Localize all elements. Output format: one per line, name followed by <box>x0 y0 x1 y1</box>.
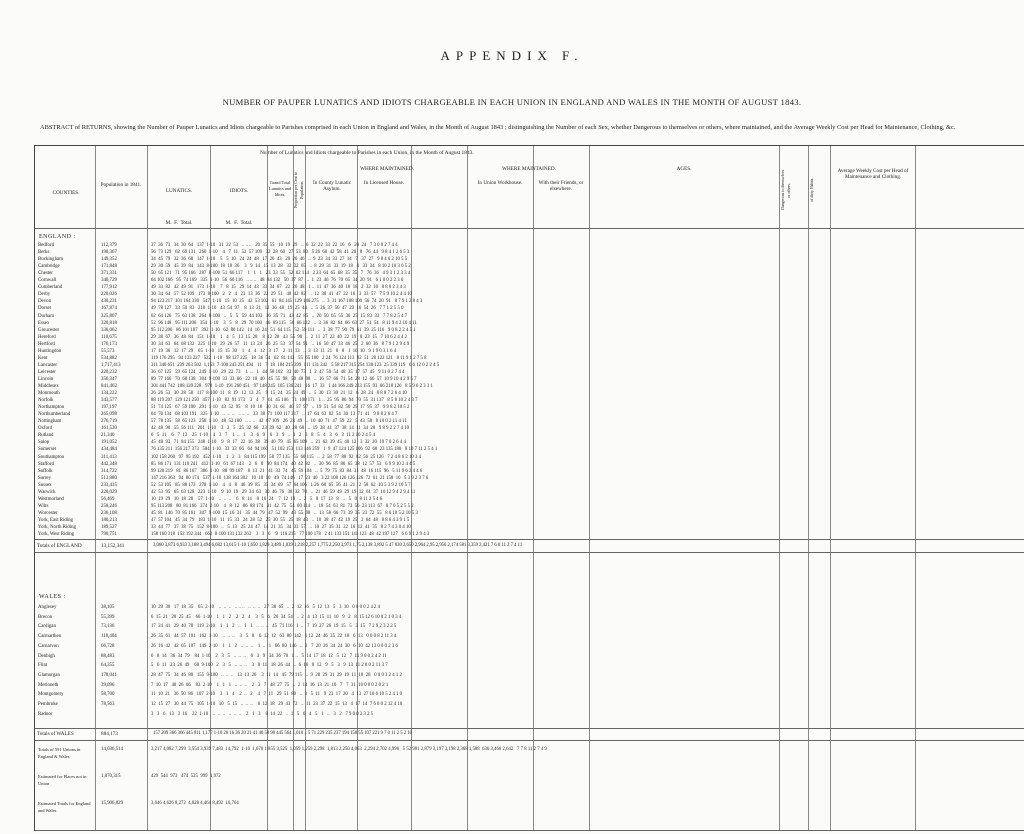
county-name: Kent <box>38 355 48 361</box>
population-cell: 220,232 <box>101 369 117 375</box>
population-cell: 314,722 <box>101 468 117 474</box>
population-cell: 149,352 <box>101 257 117 263</box>
footer-values: 429 544 973 474 525 999 1,972 <box>151 774 221 779</box>
county-name: Flint <box>38 663 48 669</box>
county-name: Southampton <box>38 454 65 460</box>
county-name: Norfolk <box>38 398 54 404</box>
statistics-table <box>34 145 1024 831</box>
table-row-values: 301 441 742 108 120 228 970 1·10 191 260 451 97 148 245 105 136 241 16 17 33 1 44 166 249 233 155 93 66 218 126 8 5 9 6 2 3 3 1 <box>151 384 433 389</box>
county-name: Denbigh <box>38 653 55 659</box>
population-cell: 55,573 <box>101 348 115 354</box>
table-row-values: 17 24 41 29 40 78 119 2·10 1 1 2 .. 1 1 .. .. .. 45 71 116 1 .. 7 19 27 26 19 15 5 3 15 7 2 9 2 3 2 2 5 <box>151 624 397 630</box>
county-name: Leicester <box>38 369 56 375</box>
table-row-values: 33 44 77 37 38 75 152 8·100 .. 5 13 25 24 47 14 21 35 34 33 57 .. 10 27 35 31 22 16 12 41 35 8 2 7 4 3 0 4 10 <box>151 525 411 530</box>
population-cell: 513,880 <box>101 475 117 481</box>
county-name: Worcester <box>38 510 58 516</box>
population-cell: 340,729 <box>101 278 117 284</box>
table-top-heading: Number of Lunatics and Idiots chargeable to Parishes in each Union, in the Month of August 1843. <box>260 150 474 156</box>
county-name: Hertford <box>38 341 55 347</box>
population-cell: 191,052 <box>101 440 117 446</box>
col-idiots: IDIOTS. <box>229 188 249 194</box>
table-row-values: 62 64 126 75 63 138 264 8·100 .. 5 5 59 44 103 36 35 71 43 42 85 .. 20 50 65 55 36 25 15 83 33 7 7 8 2 5 4 7 <box>151 313 408 319</box>
footer-population: 1,870,315 <box>101 774 121 779</box>
population-cell: 112,379 <box>101 243 117 248</box>
col-counties: COUNTIES. <box>52 190 80 196</box>
population-cell: 66,728 <box>101 643 115 649</box>
table-row-values: 45 81 146 70 85 161 307 9·100 15 16 31 35 44 79 47 52 99 43 55 98 .. 13 58 66 73 39 35 23 72 55 8 6 10 5 2 10 5 3 <box>151 510 418 516</box>
population-cell: 134,222 <box>101 391 117 397</box>
mf-lunatics: M. F. Total. <box>165 220 193 226</box>
population-cell: 189,527 <box>101 525 117 530</box>
abstract-text: ABSTRACT of RETURNS, showing the Number of Pauper Lunatics and Idiots chargeable to Parishes comprised in each Union in England and Wales, in the Month of August 1843 ; distinguishing the Number of each Sex, whether Dangerous to themselves or others, where maintained, and the Average Weekly Cost per Head for Maintenance, Clothing, &c. <box>40 124 956 131</box>
table-row-values: 102 158 260 97 95 192 452 1·10 1 2 3 84 115 199 58 77 135 55 60 115 .. 2 58 77 80 92 82 56 25 126 7 2 4 8 6 2 10 3 4 <box>151 454 421 460</box>
table-row-values: 56 73 129 62 69 131 260 1·10 4 7 11 52 57 109 32 28 60 27 53 80 5 26 60 42 58 41 20 8 76 44 9 8 4 1 2 6 5 3 <box>151 250 410 256</box>
col-dirty: of dirty Habits. <box>809 177 814 203</box>
population-cell: 176,173 <box>101 341 117 347</box>
col-grand-total: Grand Total Lunatics and Idiots. <box>268 180 292 197</box>
population-cell: 180,213 <box>101 517 117 523</box>
population-cell: 197,197 <box>101 405 117 411</box>
table-row-values: 88 119 207 129 121 250 457 1·10 82 91 173 3 4 7 61 45 106 71 100 171 1 .. 25 95 86 94 70 55 31 137 8 5 8 10 2 4 3 7 <box>151 398 418 404</box>
county-name: Westmorland <box>38 496 64 502</box>
table-row-values: 29 30 59 45 39 84 143 8·100 18 18 36 3 9 14 15 13 28 33 32 65 .. 8 29 31 33 19 18 4 33 34 8 10 2 10 3 0 5 2 <box>151 264 411 270</box>
county-name: Glamorgan <box>38 672 60 678</box>
mf-idiots: M. F. Total. <box>225 220 253 226</box>
county-name: Warwick <box>38 489 56 495</box>
table-row-values: 64 102 166 95 74 169 335 1·10 56 60 116 .. .. .. 48 84 132 50 37 87 .. 1 23 46 76 70 65 34 20 91 6 1 0 0 2 2 3 6 <box>151 278 404 284</box>
table-row-values: 36 67 125 59 65 124 249 1·10 29 22 73 1 .. 1 44 58 102 33 40 73 1 2 47 50 54 48 35 17 57 45 9 11 0 2 7 4 4 <box>151 369 405 375</box>
col-lunatics: LUNATICS. <box>165 188 193 194</box>
footer-label: Estimated for Places not in Union <box>38 774 87 787</box>
table-row-values: 89 77 166 70 68 138 304 9·100 33 33 66 22 18 40 45 55 98 50 48 98 .. 16 57 66 71 54 28 12 66 57 10 9 10 4 2 9 5 7 <box>151 376 417 382</box>
county-name: Surrey <box>38 475 52 481</box>
table-row-values: 6 5 11 6 7 13 25 1·10 4 3 7 1 .. 1 3 6 9 6 3 9 .. 1 2 3 8 5 4 3 6 3 11 2 10 2 4 5 4 <box>151 433 375 439</box>
col-avg-cost: Average Weekly Cost per Head of Maintenance and Clothing. <box>837 168 909 180</box>
county-name: Somerset <box>38 447 57 453</box>
population-cell: 220,026 <box>101 292 117 298</box>
table-row-values: 29 38 67 36 48 84 151 1·10 1 4 5 13 15 28 8 12 20 43 55 98 .. 2 11 27 22 40 22 19 8 23 15 7 10 6 2 4 4 2 <box>151 334 408 340</box>
county-name: Carnarvon <box>38 643 59 649</box>
table-row-values: 95 112 206 86 101 187 392 1·10 62 80 142 14 10 24 51 64 115 52 59 111 .. 3 38 77 90 79 61 39 25 116 9 0 8 2 2 4 5 1 <box>151 327 416 333</box>
col-where-1: WHERE MAINTAINED. <box>360 166 414 172</box>
table-row-values: 12 15 27 30 44 75 105 1·10 10 5 15 .. .. .. 6 12 18 29 43 72 .. 11 23 37 22 15 13 4 17 14 7 6 0 0 2 12 4 10 <box>151 702 403 707</box>
col-workhouse: In Union Workhouse. <box>477 180 523 186</box>
table-row-values: 42 53 95 65 63 128 223 1·10 9 10 19 29 34 63 30 46 76 38 32 70 .. 21 46 59 49 29 19 12 61 37 10 12 9 4 2 9 4 11 <box>151 489 416 495</box>
county-name: Bedford <box>38 243 55 248</box>
col-ages: AGES. <box>676 166 692 172</box>
county-name: Merioneth <box>38 682 59 688</box>
county-name: Cornwall <box>38 278 57 284</box>
table-row-values: 7 10 17 40 26 66 83 2·10 1 1 1 .. .. .. 2 3 7 48 27 75 .. 2 14 16 13 21 10 7 7 31 10 0 0 0 2 0 2 1 <box>151 682 389 688</box>
county-name: York, East Riding <box>38 517 73 523</box>
population-cell: 442,348 <box>101 461 117 467</box>
table-row-values: 28 47 75 34 46 80 155 9·100 .. .. .. 13 13 26 3 11 14 45 79 115 .. 9 28 29 31 29 19 11 18 28 0 0 0 3 2 4 1 2 <box>151 672 402 678</box>
county-name: Cumberland <box>38 285 63 291</box>
county-name: Radnor <box>38 711 53 717</box>
table-row-values: 49 33 82 42 49 91 173 1·10 7 8 15 29 14 43 33 34 67 22 26 48 1 .. 11 47 36 40 18 18 2 32 10 8 8 0 2 3 4 3 <box>151 285 406 291</box>
county-name: Lincoln <box>38 376 54 382</box>
population-cell: 161,530 <box>101 426 117 432</box>
county-name: Sussex <box>38 482 52 488</box>
table-row-values: 119 176 295 94 133 227 522 1·10 98 127 225 18 36 54 62 81 143 55 65 100 2 24 76 124 113 92 51 20 122 121 8 11 9 1 2 7 5 8 <box>151 355 427 361</box>
population-cell: 320,818 <box>101 320 117 326</box>
table-row-values: 42 48 90 55 56 111 201 1·10 3 2 5 25 32 66 23 39 62 40 28 68 .. 19 38 41 37 38 14 11 34 20 9 8 9 2 2 7 4 10 <box>151 426 409 432</box>
population-cell: 78,563 <box>101 702 115 707</box>
population-cell: 841,462 <box>101 384 117 389</box>
population-cell: 88,483 <box>101 653 115 659</box>
table-row-values: 10 20 30 17 18 35 65 2·10 .. .. .. .. .. .. .. .. .. 27 38 65 .. 2 12 16 5 12 13 5 3 10 0 0 0 0 2 4 2 4 <box>151 605 381 610</box>
document-title: NUMBER OF PAUPER LUNATICS AND IDIOTS CHARGEABLE IN EACH UNION IN ENGLAND AND WALES IN THE MONTH OF AUGUST 1843. <box>222 97 802 107</box>
table-row-values: 26 26 53 30 28 58 117 8·100 11 8 19 12 13 25 9 15 24 25 24 49 .. 5 30 13 30 21 12 6 28 24 8 8 8 7 2 6 4 10 <box>151 391 407 397</box>
county-name: Northumberland <box>38 412 71 418</box>
population-cell: 110,675 <box>101 334 117 340</box>
table-row-values: 95 113 208 80 81 166 374 2·10 4 8 12 86 88 174 31 42 75 54 60 114 .. 18 54 63 81 73 56 23 113 67 8 7 0 5 2 5 5 2 <box>151 503 414 509</box>
population-cell: 167,874 <box>101 306 117 312</box>
population-cell: 55,399 <box>101 614 115 620</box>
population-cell: 56,469 <box>101 496 115 502</box>
table-row-values: 5 6 11 23 26 49 60 9·100 2 3 5 .. .. .. 3 8 11 18 26 44 .. 6 16 8 12 9 5 3 9 13 11 2 0 0 2 11 3 7 <box>151 663 388 669</box>
population-cell: 58,700 <box>101 692 115 698</box>
county-name: Essex <box>38 320 50 326</box>
county-name: Cambridge <box>38 264 60 270</box>
population-cell: 178,041 <box>101 672 117 678</box>
footer-population: 14,036,514 <box>101 747 124 752</box>
footer-values: 3,646 4,626 8,272 4,028 4,464 8,492 16,764 <box>151 801 239 806</box>
population-cell: 236,108 <box>101 510 117 516</box>
table-row-values: 26 35 61 44 57 101 162 1·10 .. .. .. 3 5 8 6 12 12 63 80 142 1 12 24 46 35 22 18 6 13 0 0 0 8 2 11 3 4 <box>151 634 397 640</box>
county-name: Gloucester <box>38 327 60 333</box>
county-name: Northampton <box>38 405 65 411</box>
table-row-values: 52 96 148 95 111 206 354 1·10 3 5 8 29 70 100 46 69 115 56 66 122 .. 3 36 82 64 66 63 27 51 54 8 11 9 4 2 10 4 11 <box>151 320 417 326</box>
col-population: Population in 1841. <box>100 182 142 188</box>
table-row-values: 147 216 363 94 80 174 537 1·10 138 164 302 10 10 10 49 74 146 17 23 40 3 22 108 126 126 126 72 61 21 158 10 5 3 9 2 3 7 6 <box>151 475 429 481</box>
county-name: Derby <box>38 292 51 298</box>
col-friends: With their Friends, or elsewhere. <box>538 180 584 192</box>
table-row-values: 311 340 651 239 263 502 1,153 7·100 243 251 494 11 7 18 184 215 399 111 131 242 5 58 217 315 254 130 123 25 339 119 6 6 12 0 2 2 4 5 <box>151 362 440 368</box>
county-name: Pembroke <box>38 702 58 707</box>
population-cell: 534,882 <box>101 355 117 361</box>
table-row-values: 85 86 171 131 110 241 412 1·10 61 67 143 2 6 8 90 84 174 40 42 82 .. 30 96 85 86 65 38 12 57 53 6 9 9 10 2 4 4 5 <box>151 461 416 467</box>
table-row-values: 6 15 21 20 25 45 66 1·10 1 1 2 2 2 4 3 5 6 20 34 54 .. 2 4 13 15 11 10 9 2 8 15 12 6 10 0 2 1 0 3 4 <box>151 614 402 620</box>
col-where-2: WHERE MAINTAINED. <box>502 166 556 172</box>
county-name: Chester <box>38 271 53 277</box>
county-name: Cardigan <box>38 624 56 630</box>
wales-total-row: Totals of WALES 884,173 157 209 366 366 445 811 1,177 1·10 20 16 36 20 21 41 40 50 90 445 564 1,010 .. 5 71 229 235 237 194 158 55 107 221 9 7 0 11 2 5 2 10 <box>37 731 413 737</box>
county-name: Durham <box>38 313 55 319</box>
table-row-values: 3 3 6 13 3 16 22 1·10 .. .. .. .. .. .. 2 1 3 8 14 22 .. 1 5 6 4 5 1 .. 3 2 7 9 0 0 2 3 2 5 <box>151 711 374 717</box>
county-name: Buckingham <box>38 257 63 263</box>
population-cell: 39,096 <box>101 682 115 688</box>
table-row-values: 94 123 217 101 164 330 547 1·10 15 10 25 42 53 102 61 84 145 129 146 275 .. 3 31 167 108 100 56 74 20 91 8 7 9 1 2 8 4 3 <box>151 299 423 305</box>
county-name: Anglesey <box>38 605 57 610</box>
population-cell: 171,848 <box>101 264 117 270</box>
county-name: Monmouth <box>38 391 60 397</box>
table-row-values: 52 53 105 85 88 173 278 1·10 4 4 8 46 39 85 35 34 69 57 64 106 1 26 60 65 56 41 21 2 58 62 10 5 3 9 2 10 5 7 <box>151 482 411 488</box>
footer-label: Totals of 591 Unions in England & Wales <box>38 747 81 760</box>
population-cell: 265,098 <box>101 412 117 418</box>
county-name: Devon <box>38 299 52 305</box>
county-name: York, West Riding <box>38 532 75 538</box>
population-cell: 110,404 <box>101 634 117 640</box>
county-name: Suffolk <box>38 468 53 474</box>
population-cell: 177,912 <box>101 285 117 291</box>
population-cell: 343,577 <box>101 398 117 404</box>
county-name: Oxford <box>38 426 53 432</box>
population-cell: 220,029 <box>101 489 117 495</box>
table-row-values: 34 45 79 32 36 68 147 1·10 5 5 10 24 24 48 17 26 43 20 26 46 .. 9 23 34 33 27 14 7 37 27 9 8 4 6 2 10 5 5 <box>151 257 408 263</box>
appendix-heading: APPENDIX F. <box>440 48 584 63</box>
population-cell: 325,807 <box>101 313 117 319</box>
county-name: Middlesex <box>38 384 59 389</box>
table-row-values: 6 8 14 36 34 79 84 1·10 2 3 5 .. .. .. 6 3 9 34 36 70 1 .. 5 14 17 18 12 5 12 7 11 9 0 0 2 4 2 11 <box>151 653 387 659</box>
table-row-values: 45 48 93 71 84 155 248 1·10 9 8 17 22 16 38 39 40 79 45 65 109 .. 21 62 39 45 40 12 3 32 20 10 7 0 2 6 4 4 <box>151 440 406 446</box>
county-name: York, North Riding <box>38 525 76 530</box>
population-cell: 311,413 <box>101 454 117 460</box>
county-name: Lancaster <box>38 362 58 368</box>
population-cell: 371,331 <box>101 271 117 277</box>
table-row-values: 57 78 135 58 65 123 258 1·10 48 52 100 .. .. .. 42 67 109 26 23 49 .. 10 40 71 47 59 22 5 43 50 8 10 0 2 11 4 11 <box>151 419 407 425</box>
population-cell: 73,136 <box>101 624 115 630</box>
col-county-asylum: In County Lunatic Asylum. <box>312 180 352 192</box>
population-cell: 430,231 <box>101 299 117 305</box>
county-name: Wilts <box>38 503 49 509</box>
county-name: Brecon <box>38 614 53 620</box>
county-name: Berks <box>38 250 50 256</box>
population-cell: 336,062 <box>101 327 117 333</box>
county-name: Montgomery <box>38 692 64 698</box>
population-cell: 233,435 <box>101 482 117 488</box>
wales-label: WALES : <box>39 594 66 600</box>
table-row-values: 51 74 125 67 59 100 291 1·10 43 52 95 8 10 18 30 31 61 40 57 97 .. 19 51 54 82 50 29 17 95 37 9 9 8 2 10 5 2 <box>151 405 410 411</box>
table-row-values: 76 135 211 156 217 373 584 1·10 33 33 66 64 94 160 51 102 153 113 146 259 1 9 47 124 125 106 92 60 23 135 180 8 10 7 11 2 5 4 1 <box>151 447 438 453</box>
population-cell: 64,355 <box>101 663 115 669</box>
population-cell: 276,719 <box>101 419 117 425</box>
table-row-values: 11 10 21 36 50 86 107 2·10 3 1 4 2 .. 2 4 7 11 29 51 80 .. 3 5 11 9 23 17 20 4 13 27 10 6 10 5 2 4 1 0 <box>151 692 403 698</box>
population-cell: 190,367 <box>101 250 117 256</box>
population-cell: 434,484 <box>101 447 117 453</box>
county-name: Nottingham <box>38 419 62 425</box>
col-proportion: Proportion per Cent to Population. <box>293 172 304 208</box>
table-row-values: 10 19 29 10 18 28 57 1·10 .. .. .. 6 8 14 8 16 24 7 12 19 .. 2 5 8 17 13 8 .. 5 0 8 11 2 5 4 6 <box>151 496 383 502</box>
population-cell: 258,246 <box>101 503 117 509</box>
county-name: Stafford <box>38 461 54 467</box>
county-name: Salop <box>38 440 50 446</box>
table-row-values: 64 70 134 68 103 191 325 1·10 .. .. .. .. .. .. 33 38 71 100 117 217 .. 17 64 63 82 54 30 13 71 41 9 8 8 2 6 4 7 <box>151 412 398 418</box>
county-name: Huntingdon <box>38 348 62 354</box>
population-cell: 1,717,413 <box>101 362 121 368</box>
col-dangerous: Dangerous to themselves or others. <box>780 169 791 211</box>
table-row-values: 158 160 318 152 192 344 662 8·100 131 132 263 3 3 6 9 116 215 77 100 178 2 41 133 151 141 123 48 42 197 127 6 6 9 1 2 9 4 3 <box>151 532 430 538</box>
population-cell: 356,347 <box>101 376 117 382</box>
county-name: Hereford <box>38 334 56 340</box>
england-total-row: Totals of ENGLAND 13,152,341 3,060 3,873 6,933 3,188 3,494 6,682 13,615 1·10 1,650 1,829 3,489 1,039 1,218 2,257 1,775 2,250 3,973 1,75 2,138 3,892 5 47 830 2,650 2,964 2,95 2,956 2,174 581 3,359 2,421 7 6 8 11 2 7 4 11 <box>37 543 523 549</box>
england-label: ENGLAND : <box>39 234 76 240</box>
table-row-values: 30 34 63 64 68 132 225 1·10 29 26 57 11 13 24 26 25 53 37 54 91 .. 16 50 47 33 46 25 2 60 36 8 7 9 1 2 9 4 9 <box>151 341 410 347</box>
table-row-values: 49 78 127 33 50 83 210 1·10 43 54 97 8 13 21 12 36 48 19 25 44 .. 5 26 37 50 47 29 16 54 26 7 7 1 2 5 5 0 <box>151 306 404 312</box>
table-row-values: 47 57 104 45 34 79 183 1·10 11 15 33 24 28 52 25 30 55 25 18 43 .. 10 38 47 42 19 25 2 64 48 8 8 6 4 3 9 1 5 <box>151 517 410 523</box>
county-name: Carmarthen <box>38 634 62 640</box>
footer-population: 15,906,829 <box>101 801 124 806</box>
county-name: Rutland <box>38 433 54 439</box>
county-name: Dorset <box>38 306 52 312</box>
population-cell: 790,751 <box>101 532 117 538</box>
table-row-values: 30 34 64 57 52 109 173 8·100 2 2 4 23 13 36 22 29 51 40 42 82 .. 12 30 41 47 22 16 3 33 57 7 5 9 10 2 4 4 10 <box>151 292 412 298</box>
table-row-values: 26 16 42 42 65 107 149 2·10 1 1 2 .. .. .. 1 .. 1 66 80 146 .. 2 7 20 26 34 24 30 6 10 42 13 0 0 0 2 3 6 <box>151 643 398 649</box>
table-row-values: 17 19 36 12 17 29 65 1·10 15 15 30 1 4 4 12 3 17 2 11 13 .. 3 13 11 21 8 8 1 16 10 9 1 9 0 3 1 6 4 <box>151 348 397 354</box>
population-cell: 38,105 <box>101 605 115 610</box>
table-row-values: 99 120 219 81 86 167 386 1·10 88 99 187 8 13 21 41 33 74 45 59 104 .. 5 79 75 83 84 31 48 16 115 96 5 11 9 6 2 4 4 6 <box>151 468 423 474</box>
table-row-values: 37 36 73 34 30 64 137 1·10 31 22 53 .. .. .. 20 35 55 10 19 29 .. 6 32 22 33 22 16 6 20 24 7 3 0 0 2 7 4 4 <box>151 243 398 248</box>
footer-label: Estimated Totals for England and Wales <box>38 801 91 814</box>
footer-values: 3,217 4,082 7,299 3,554 3,939 7,483 14,792 1·10 1,670 1,855 3,525 1,059 1,259 2,298 1,813 2,250 4,063 2,294 2,702 4,996 5 52 901 2,879 3,197 3,198 2,368 1,508 636 3,466 2,642 7 7 8 11 2 7 4 9 <box>151 747 547 752</box>
population-cell: 21,340 <box>101 433 115 439</box>
table-row-values: 50 65 121 71 95 166 287 8·100 51 66 117 1 1 1 23 33 55 52 62 114 2 23 64 65 68 35 35 7 76 36 4 9 3 1 2 3 3 4 <box>151 271 411 277</box>
col-licensed-house: In Licensed House. <box>363 180 405 186</box>
